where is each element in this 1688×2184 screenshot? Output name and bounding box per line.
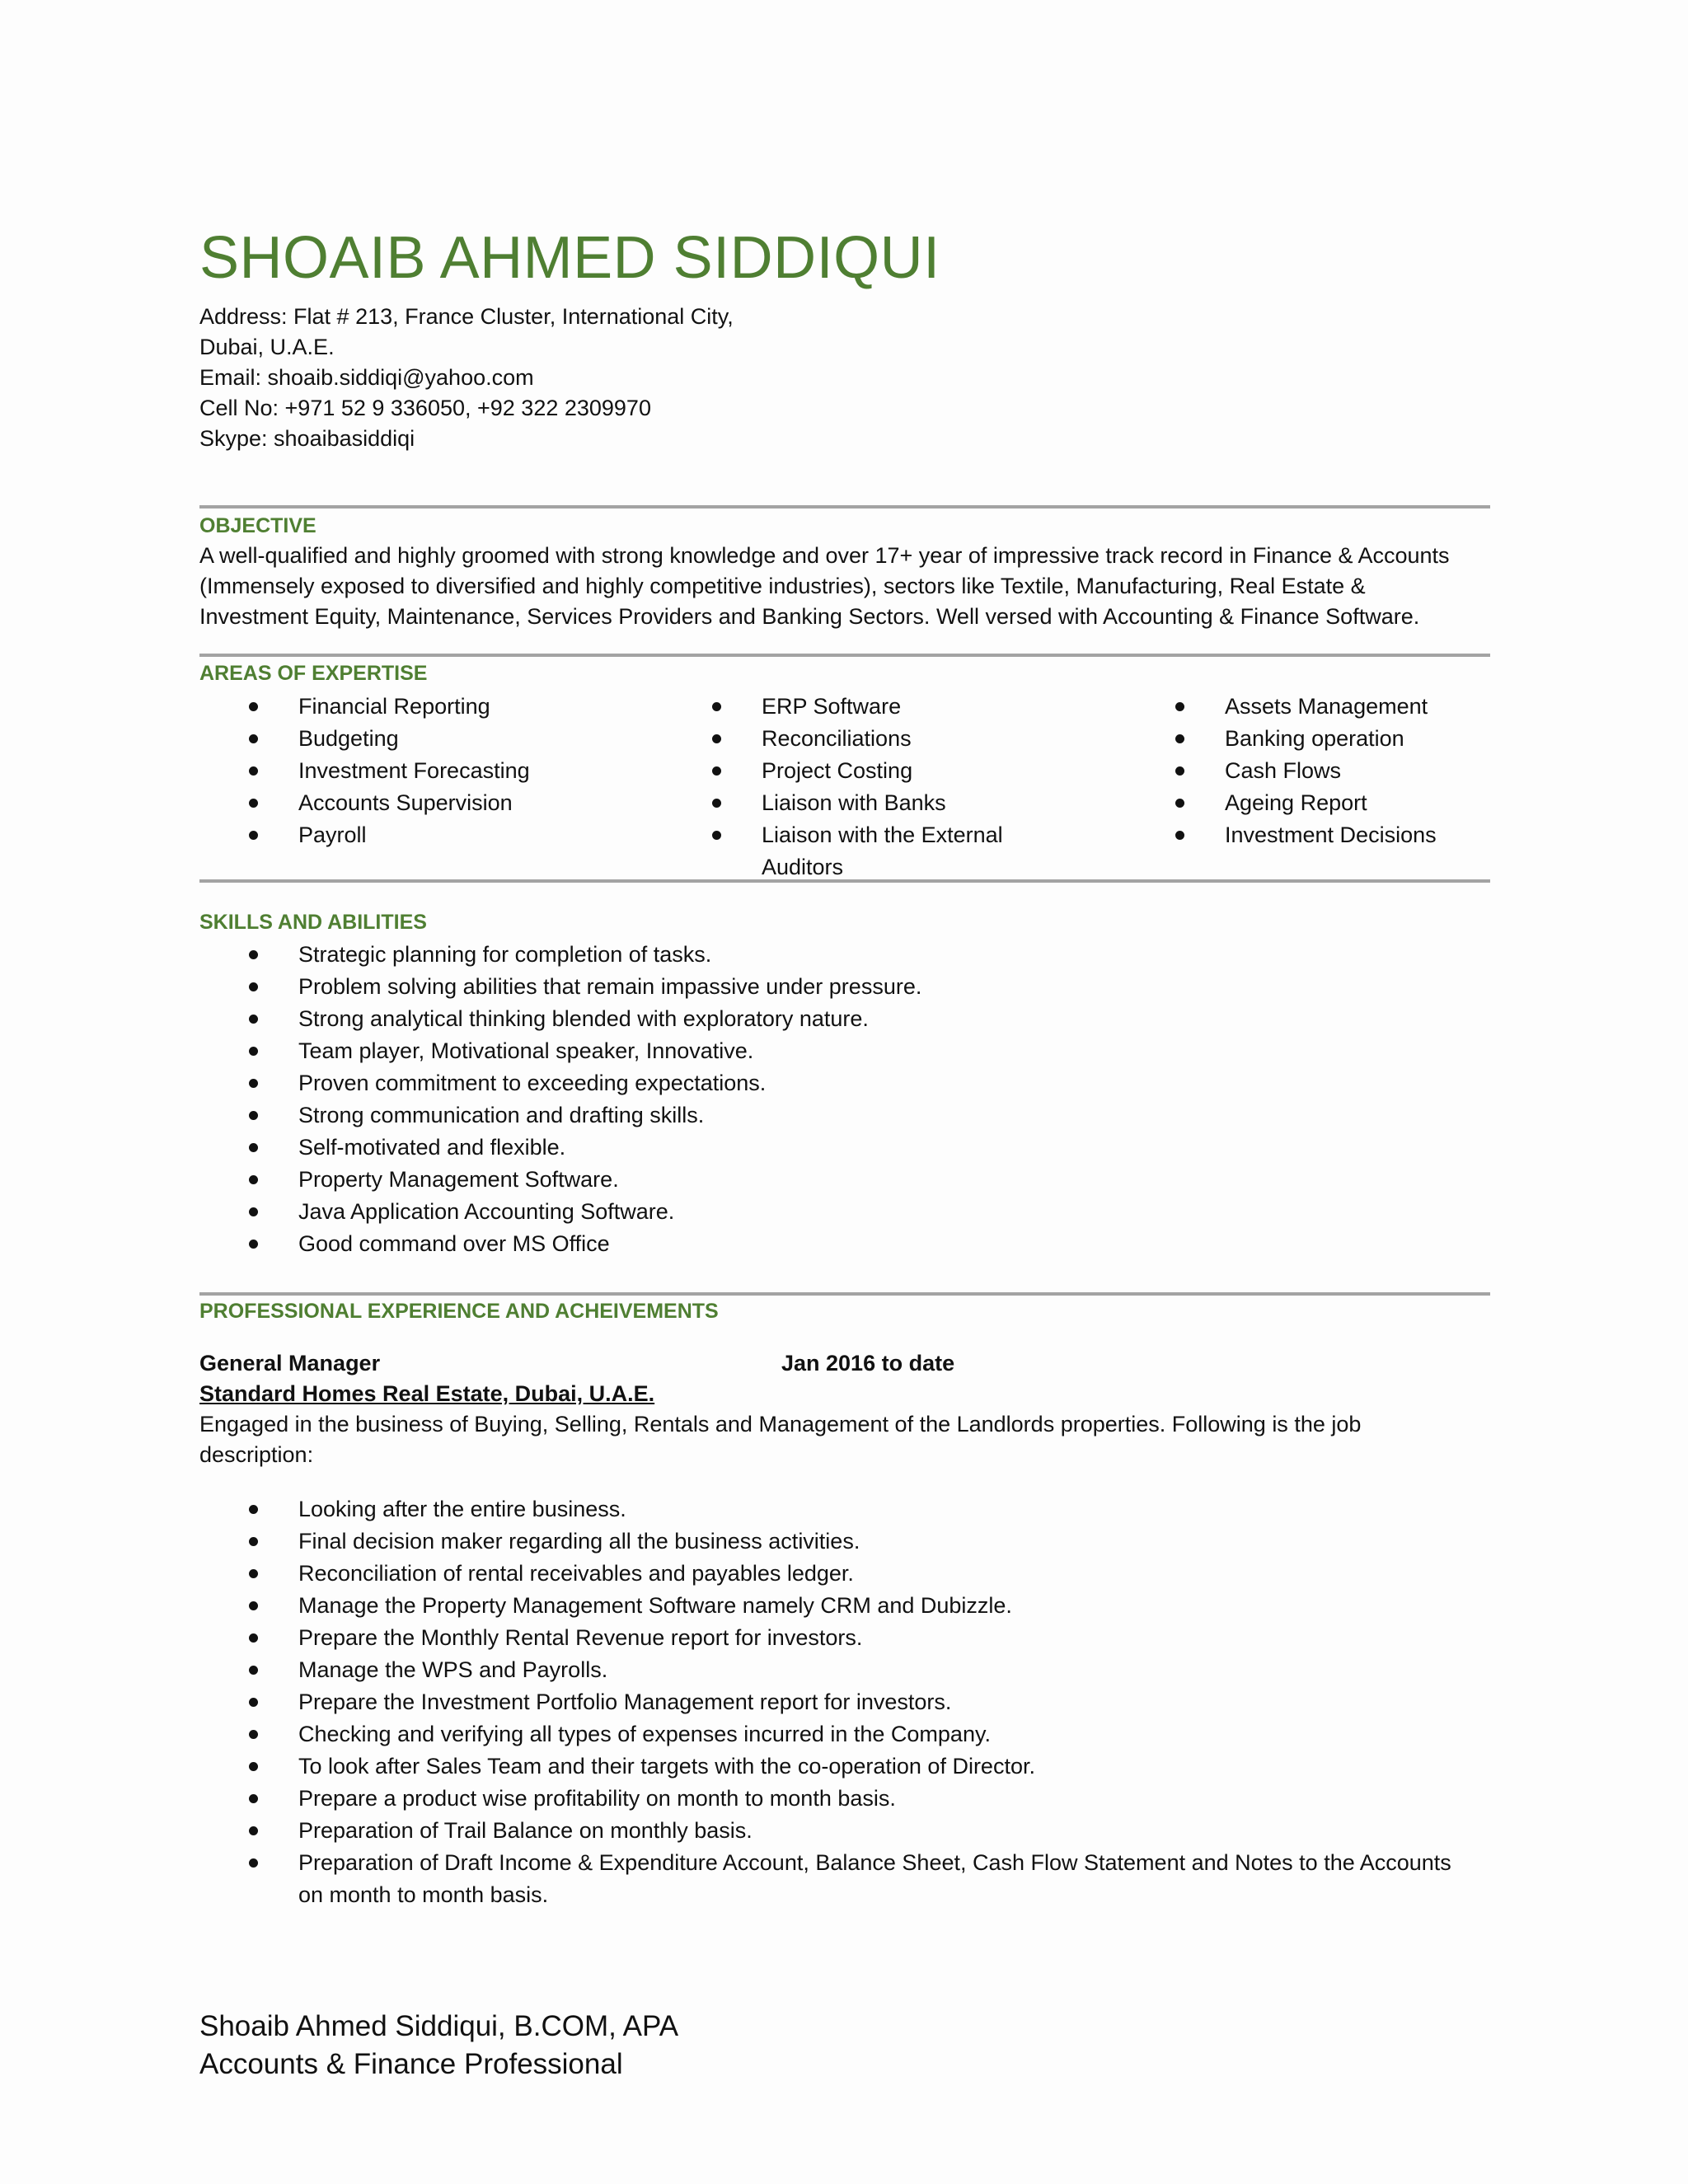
list-item-text: Liaison with Banks bbox=[762, 790, 946, 815]
section-divider bbox=[199, 654, 1490, 657]
list-item-text: Project Costing bbox=[762, 758, 913, 783]
list-item-text: Ageing Report bbox=[1225, 790, 1367, 815]
list-item-text: Liaison with the External bbox=[762, 823, 1003, 847]
list-item bbox=[663, 691, 1058, 723]
list-item-text: Financial Reporting bbox=[298, 694, 490, 719]
skills-heading: SKILLS AND ABILITIES bbox=[199, 911, 427, 934]
list-item bbox=[199, 1228, 1490, 1260]
list-item-text: Proven commitment to exceeding expectations. bbox=[298, 1071, 767, 1095]
address-line-2: Dubai, U.A.E. bbox=[199, 335, 335, 359]
bullet-icon bbox=[249, 1698, 258, 1707]
bullet-icon bbox=[249, 1047, 258, 1056]
list-item-text: Java Application Accounting Software. bbox=[298, 1199, 675, 1224]
bullet-icon bbox=[712, 831, 721, 840]
skills-list bbox=[199, 939, 1490, 1260]
list-item-text: Team player, Motivational speaker, Innovative. bbox=[298, 1038, 754, 1063]
list-item bbox=[663, 787, 1058, 819]
bullet-icon bbox=[249, 1015, 258, 1024]
bullet-icon bbox=[1175, 734, 1184, 743]
list-item bbox=[199, 1099, 1490, 1132]
objective-heading: OBJECTIVE bbox=[199, 514, 316, 537]
list-item bbox=[199, 1622, 1490, 1654]
list-item-text: Banking operation bbox=[1225, 726, 1404, 751]
bullet-icon bbox=[249, 1079, 258, 1088]
cell-line: Cell No: +971 52 9 336050, +92 322 2309970 bbox=[199, 396, 651, 420]
list-item-text: Strong analytical thinking blended with exploratory nature. bbox=[298, 1006, 869, 1031]
bullet-icon bbox=[1175, 766, 1184, 776]
list-item-text: Good command over MS Office bbox=[298, 1231, 610, 1256]
experience-heading: PROFESSIONAL EXPERIENCE AND ACHEIVEMENTS bbox=[199, 1300, 719, 1323]
bullet-icon bbox=[249, 1240, 258, 1249]
list-item bbox=[1126, 819, 1522, 851]
bullet-icon bbox=[249, 1762, 258, 1771]
objective-line: A well-qualified and highly groomed with strong knowledge and over 17+ year of impressive track record in Finance & Accounts bbox=[199, 543, 1450, 568]
expertise-column-3 bbox=[1126, 691, 1522, 851]
bullet-icon bbox=[249, 1794, 258, 1803]
bullet-icon bbox=[249, 1730, 258, 1739]
bullet-icon bbox=[249, 1826, 258, 1835]
bullet-icon bbox=[249, 1601, 258, 1610]
list-item bbox=[199, 755, 595, 787]
footer-name-line: Shoaib Ahmed Siddiqui, B.COM, APA bbox=[199, 2010, 679, 2042]
bullet-icon bbox=[249, 799, 258, 808]
expertise-column-1 bbox=[199, 691, 595, 851]
list-item-text: Investment Decisions bbox=[1225, 823, 1437, 847]
list-item bbox=[199, 723, 595, 755]
list-item-text: Strategic planning for completion of tasks. bbox=[298, 942, 712, 967]
list-item-text: Looking after the entire business. bbox=[298, 1497, 626, 1521]
bullet-icon bbox=[712, 702, 721, 711]
bullet-icon bbox=[249, 766, 258, 776]
bullet-icon bbox=[712, 766, 721, 776]
list-item bbox=[1126, 755, 1522, 787]
list-item bbox=[199, 1132, 1490, 1164]
list-item bbox=[199, 1815, 1490, 1847]
list-item-text: Budgeting bbox=[298, 726, 399, 751]
section-divider bbox=[199, 505, 1490, 509]
list-item bbox=[199, 1035, 1490, 1067]
job-date: Jan 2016 to date bbox=[781, 1351, 955, 1376]
section-divider bbox=[199, 879, 1490, 883]
objective-line: Investment Equity, Maintenance, Services Providers and Banking Sectors. Well versed with Accounting & Finance Software. bbox=[199, 604, 1420, 629]
candidate-name: SHOAIB AHMED SIDDIQUI bbox=[199, 225, 940, 291]
bullet-icon bbox=[249, 1111, 258, 1120]
address-line-1: Address: Flat # 213, France Cluster, International City, bbox=[199, 304, 734, 329]
bullet-icon bbox=[249, 734, 258, 743]
job-title: General Manager bbox=[199, 1351, 381, 1376]
list-item-text: Investment Forecasting bbox=[298, 758, 530, 783]
list-item-text: Checking and verifying all types of expenses incurred in the Company. bbox=[298, 1722, 991, 1746]
list-item-text: Strong communication and drafting skills. bbox=[298, 1103, 705, 1127]
list-item-text: Reconciliations bbox=[762, 726, 912, 751]
bullet-icon bbox=[249, 702, 258, 711]
job-company: Standard Homes Real Estate, Dubai, U.A.E. bbox=[199, 1381, 655, 1406]
bullet-icon bbox=[1175, 799, 1184, 808]
duties-list bbox=[199, 1493, 1490, 1911]
bullet-icon bbox=[249, 1175, 258, 1184]
list-item-text: Final decision maker regarding all the business activities. bbox=[298, 1529, 860, 1554]
bullet-icon bbox=[712, 799, 721, 808]
list-item-text: Assets Management bbox=[1225, 694, 1428, 719]
list-item-text: ERP Software bbox=[762, 694, 902, 719]
list-item bbox=[199, 1590, 1490, 1622]
bullet-icon bbox=[249, 1143, 258, 1152]
list-item bbox=[199, 1686, 1490, 1718]
list-item-text: Preparation of Draft Income & Expenditure Account, Balance Sheet, Cash Flow Statement and Notes to the Accounts bbox=[298, 1850, 1451, 1875]
bullet-icon bbox=[249, 1633, 258, 1643]
objective-line: (Immensely exposed to diversified and highly competitive industries), sectors like Textile, Manufacturing, Real Estate & bbox=[199, 574, 1366, 598]
list-item bbox=[663, 755, 1058, 787]
list-item bbox=[199, 1750, 1490, 1783]
contact-block bbox=[199, 302, 734, 454]
bullet-icon bbox=[249, 1666, 258, 1675]
list-item-text: Accounts Supervision bbox=[298, 790, 513, 815]
list-item-text-continuation: on month to month basis. bbox=[298, 1882, 549, 1907]
bullet-icon bbox=[249, 950, 258, 959]
footer-signature bbox=[199, 2008, 678, 2083]
list-item-text: Prepare the Monthly Rental Revenue report for investors. bbox=[298, 1625, 863, 1650]
list-item bbox=[199, 1847, 1490, 1911]
list-item bbox=[199, 1003, 1490, 1035]
list-item bbox=[199, 971, 1490, 1003]
list-item-text: Property Management Software. bbox=[298, 1167, 619, 1192]
bullet-icon bbox=[249, 1569, 258, 1578]
list-item-text: Self-motivated and flexible. bbox=[298, 1135, 566, 1160]
list-item-text: Manage the Property Management Software namely CRM and Dubizzle. bbox=[298, 1593, 1012, 1618]
list-item bbox=[199, 1558, 1490, 1590]
list-item bbox=[663, 723, 1058, 755]
list-item bbox=[199, 1067, 1490, 1099]
list-item bbox=[1126, 787, 1522, 819]
list-item-text: Preparation of Trail Balance on monthly basis. bbox=[298, 1818, 753, 1843]
list-item bbox=[199, 1718, 1490, 1750]
list-item bbox=[199, 1164, 1490, 1196]
list-item-text: To look after Sales Team and their targets with the co-operation of Director. bbox=[298, 1754, 1035, 1779]
list-item-text: Prepare the Investment Portfolio Management report for investors. bbox=[298, 1690, 952, 1714]
list-item-text: Cash Flows bbox=[1225, 758, 1342, 783]
list-item bbox=[663, 819, 1058, 883]
expertise-heading: AREAS OF EXPERTISE bbox=[199, 662, 428, 685]
list-item bbox=[1126, 691, 1522, 723]
list-item-text: Prepare a product wise profitability on month to month basis. bbox=[298, 1786, 896, 1811]
list-item bbox=[199, 1783, 1490, 1815]
list-item bbox=[199, 1526, 1490, 1558]
skype-line: Skype: shoaibasiddiqi bbox=[199, 426, 415, 451]
list-item bbox=[199, 939, 1490, 971]
list-item-text-continuation: Auditors bbox=[762, 855, 844, 879]
job-description-line: Engaged in the business of Buying, Selling, Rentals and Management of the Landlords properties. Following is the job bbox=[199, 1412, 1362, 1436]
bullet-icon bbox=[712, 734, 721, 743]
email-line: Email: shoaib.siddiqi@yahoo.com bbox=[199, 365, 534, 390]
list-item-text: Problem solving abilities that remain impassive under pressure. bbox=[298, 974, 922, 999]
list-item-text: Reconciliation of rental receivables and payables ledger. bbox=[298, 1561, 854, 1586]
bullet-icon bbox=[249, 982, 258, 991]
bullet-icon bbox=[249, 1858, 258, 1868]
bullet-icon bbox=[249, 831, 258, 840]
list-item-text: Payroll bbox=[298, 823, 367, 847]
bullet-icon bbox=[249, 1505, 258, 1514]
list-item bbox=[199, 691, 595, 723]
list-item bbox=[199, 1493, 1490, 1526]
objective-text bbox=[199, 541, 1490, 632]
list-item bbox=[199, 1654, 1490, 1686]
list-item bbox=[1126, 723, 1522, 755]
job-description bbox=[199, 1409, 1490, 1470]
bullet-icon bbox=[249, 1207, 258, 1216]
bullet-icon bbox=[249, 1537, 258, 1546]
list-item bbox=[199, 1196, 1490, 1228]
job-description-line: description: bbox=[199, 1442, 314, 1467]
list-item bbox=[199, 787, 595, 819]
section-divider bbox=[199, 1292, 1490, 1296]
list-item bbox=[199, 819, 595, 851]
bullet-icon bbox=[1175, 702, 1184, 711]
expertise-column-2 bbox=[663, 691, 1058, 883]
bullet-icon bbox=[1175, 831, 1184, 840]
footer-title-line: Accounts & Finance Professional bbox=[199, 2048, 623, 2080]
list-item-text: Manage the WPS and Payrolls. bbox=[298, 1657, 608, 1682]
